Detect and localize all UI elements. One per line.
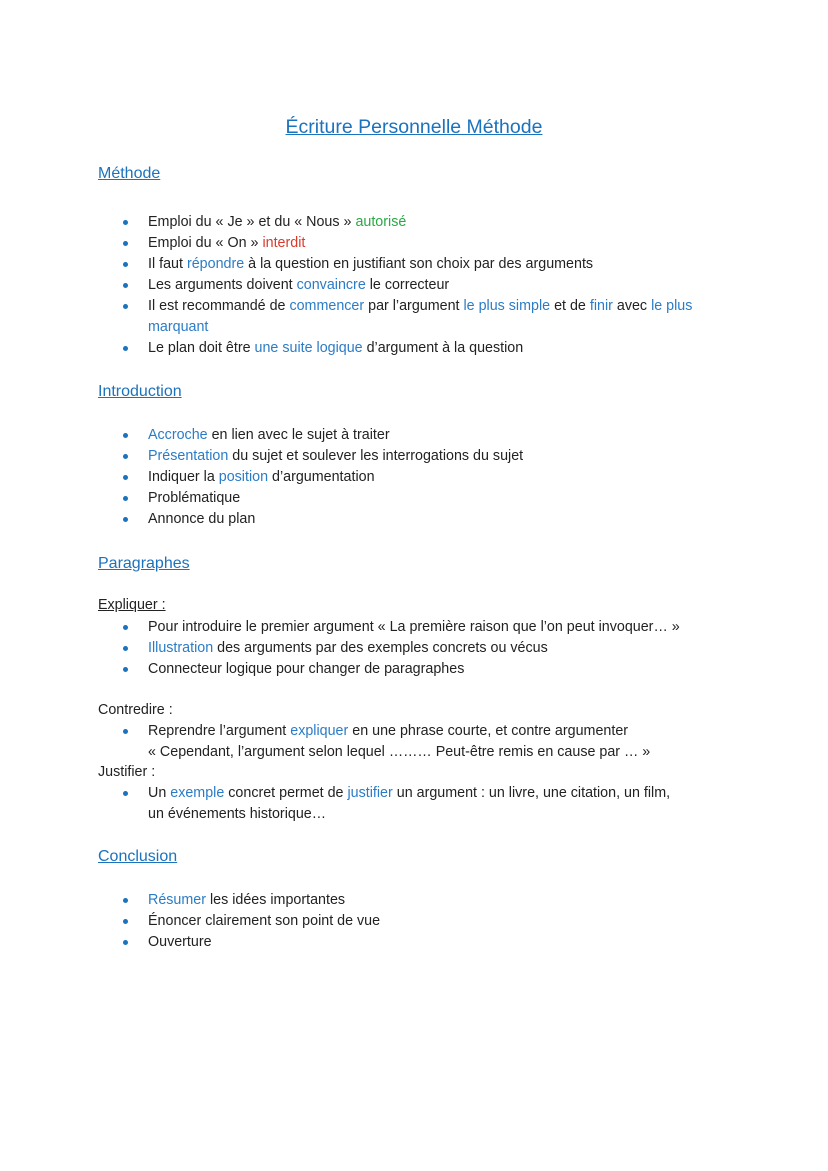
keyword: convaincre xyxy=(296,277,366,293)
conclusion-list xyxy=(0,890,828,953)
list-item: Emploi du « Je » et du « Nous » autorisé xyxy=(0,212,828,233)
subsection-label-expliquer: Expliquer : xyxy=(98,597,166,613)
list-item: Annonce du plan xyxy=(0,509,828,530)
bullet-icon xyxy=(123,625,128,630)
section-heading-methode: Méthode xyxy=(98,165,161,182)
bullet-icon xyxy=(123,433,128,438)
keyword: finir xyxy=(589,298,613,314)
list-item: Accroche en lien avec le sujet à traiter xyxy=(0,425,828,446)
bullet-icon xyxy=(123,283,128,288)
keyword: le plus simple xyxy=(463,298,551,314)
subsection-label-contredire: Contredire : xyxy=(98,702,173,718)
contredire-list xyxy=(0,721,828,763)
list-item: Il est recommandé de commencer par l’argument le plus simple et de finir avec le plus marquant xyxy=(0,296,828,338)
justifier-list xyxy=(0,783,828,825)
keyword: Résumer xyxy=(148,892,206,908)
bullet-icon xyxy=(123,919,128,924)
bullet-icon xyxy=(123,454,128,459)
list-item: Ouverture xyxy=(0,932,828,953)
section-heading-paragraphes: Paragraphes xyxy=(98,555,190,572)
list-item: Il faut répondre à la question en justifiant son choix par des arguments xyxy=(0,254,828,275)
bullet-icon xyxy=(123,475,128,480)
bullet-icon xyxy=(123,791,128,796)
list-item: Illustration des arguments par des exemples concrets ou vécus xyxy=(0,638,828,659)
bullet-icon xyxy=(123,517,128,522)
list-item: Présentation du sujet et soulever les interrogations du sujet xyxy=(0,446,828,467)
list-item: Pour introduire le premier argument « La première raison que l’on peut invoquer… » xyxy=(0,617,828,638)
subsection-label-justifier: Justifier : xyxy=(98,764,156,780)
list-item: Un exemple concret permet de justifier un argument : un livre, une citation, un film, un événements historique… xyxy=(0,783,828,825)
keyword: position xyxy=(218,469,269,485)
list-item: Les arguments doivent convaincre le correcteur xyxy=(0,275,828,296)
keyword: répondre xyxy=(186,256,245,272)
keyword: Illustration xyxy=(148,640,214,656)
keyword: une suite logique xyxy=(254,340,363,356)
section-heading-introduction: Introduction xyxy=(98,383,182,400)
list-item: Emploi du « On » interdit xyxy=(0,233,828,254)
bullet-icon xyxy=(123,220,128,225)
document-title: Écriture Personnelle Méthode xyxy=(285,116,543,138)
bullet-icon xyxy=(123,940,128,945)
bullet-icon xyxy=(123,346,128,351)
keyword: expliquer xyxy=(290,723,349,739)
introduction-list xyxy=(0,425,828,530)
keyword: Accroche xyxy=(148,427,208,443)
list-item: Indiquer la position d’argumentation xyxy=(0,467,828,488)
list-item: Reprendre l’argument expliquer en une phrase courte, et contre argumenter « Cependant, l’argument selon lequel ……… Peut-être remis en cause par … » xyxy=(0,721,828,763)
keyword: exemple xyxy=(170,785,225,801)
keyword: le plus marquant xyxy=(148,298,693,335)
keyword-forbidden: interdit xyxy=(262,235,306,251)
bullet-icon xyxy=(123,667,128,672)
keyword-allowed: autorisé xyxy=(355,214,407,230)
bullet-icon xyxy=(123,729,128,734)
bullet-icon xyxy=(123,646,128,651)
list-item: Le plan doit être une suite logique d’argument à la question xyxy=(0,338,828,359)
bullet-icon xyxy=(123,262,128,267)
bullet-icon xyxy=(123,496,128,501)
section-heading-conclusion: Conclusion xyxy=(98,848,178,865)
list-item: Connecteur logique pour changer de paragraphes xyxy=(0,659,828,680)
list-item: Problématique xyxy=(0,488,828,509)
expliquer-list xyxy=(0,617,828,680)
keyword: justifier xyxy=(347,785,393,801)
list-item: Résumer les idées importantes xyxy=(0,890,828,911)
bullet-icon xyxy=(123,241,128,246)
keyword: Présentation xyxy=(148,448,229,464)
list-item: Énoncer clairement son point de vue xyxy=(0,911,828,932)
bullet-icon xyxy=(123,898,128,903)
bullet-icon xyxy=(123,304,128,309)
keyword: commencer xyxy=(289,298,365,314)
methode-list xyxy=(0,212,828,359)
